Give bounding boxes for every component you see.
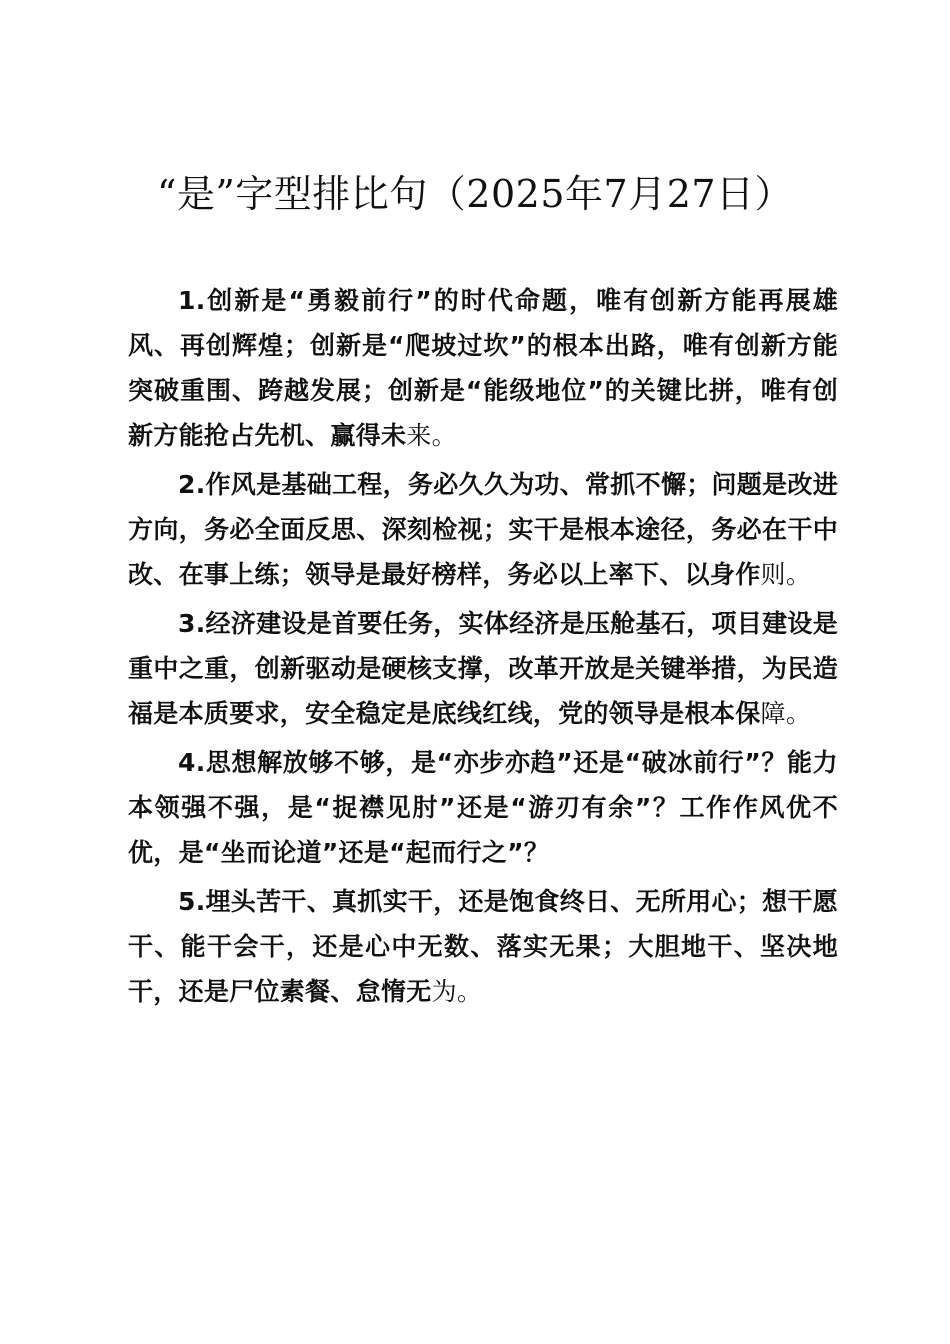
paragraph-2-text: 2.作风是基础工程，务必久久为功、常抓不懈；问题是改进方向，务必全面反思、深刻检视；实干是根本途径，务必在干中改、在事上练；领导是最好榜样，务必以上率下、以身作 [128,470,838,589]
paragraph-3 [128,601,838,736]
paragraph-4 [128,740,838,875]
paragraph-4-text: 4.思想解放够不够，是“亦步亦趋”还是“破冰前行”？能力本领强不强，是“捉襟见肘”还是“游刃有余”？工作作风优不优，是“坐而论道”还是“起而行之”？ [128,748,838,867]
paragraph-1-text: 1.创新是“勇毅前行”的时代命题，唯有创新方能再展雄风、再创辉煌；创新是“爬坡过坎”的根本出路，唯有创新方能突破重围、跨越发展；创新是“能级地位”的关键比拼，唯有创新方能抢占先机、赢得未 [128,286,838,450]
paragraph-5-text: 5.埋头苦干、真抓实干，还是饱食终日、无所用心；想干愿干、能干会干，还是心中无数、落实无果；大胆地干、坚决地干，还是尸位素餐、怠惰无 [128,887,838,1006]
paragraph-5-tail: 为。 [431,977,483,1006]
document-body [128,278,838,1014]
document-title: “是”字型排比句（2025年7月27日） [156,172,794,216]
paragraph-5 [128,879,838,1014]
paragraph-3-text: 3.经济建设是首要任务，实体经济是压舱基石，项目建设是重中之重，创新驱动是硬核支撑，改革开放是关键举措，为民造福是本质要求，安全稳定是底线红线，党的领导是根本保 [128,609,838,728]
paragraph-1-tail: 来。 [406,421,457,450]
paragraph-2-tail: 则。 [760,560,812,589]
paragraph-1 [128,278,838,458]
paragraph-2 [128,462,838,597]
paragraph-3-tail: 障。 [760,699,812,728]
